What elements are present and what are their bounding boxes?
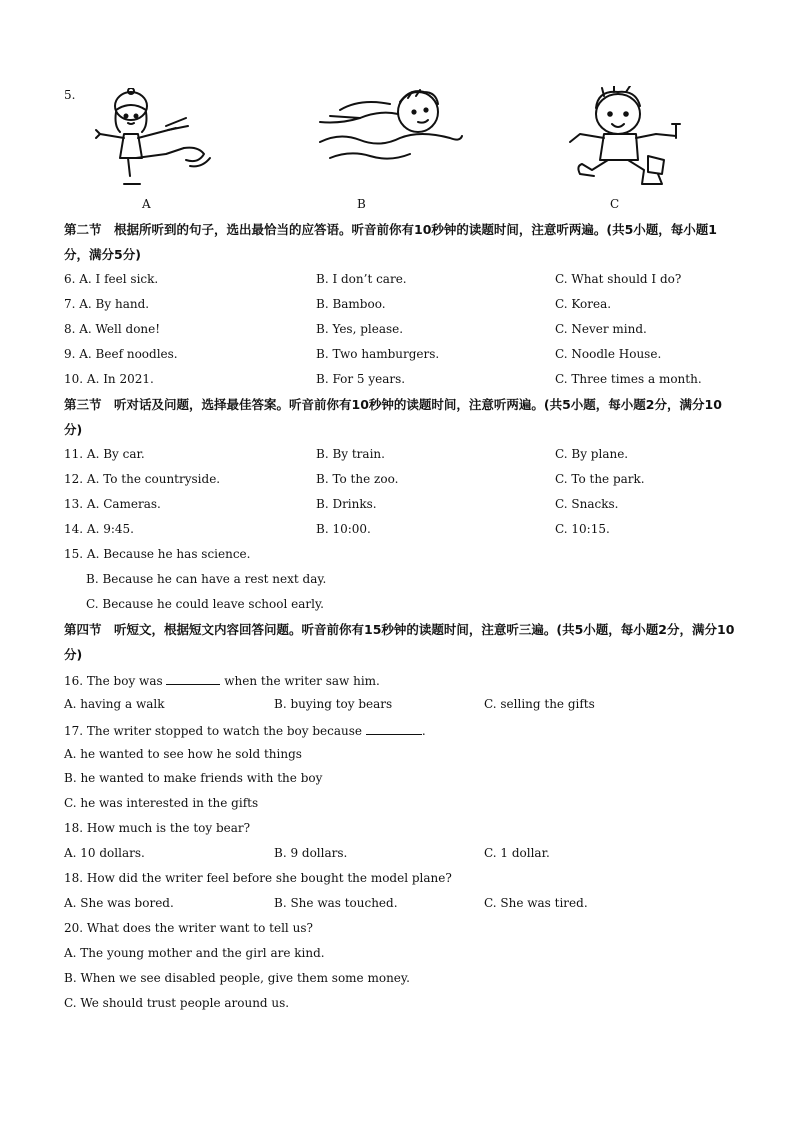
picture-a-label: A [142,197,151,211]
section-3-heading: 第三节 听对话及问题，选择最佳答案。听音前你有10秒钟的读题时间，注意听两遍。(共5小题，每小题2分，满分10分) [64,397,722,437]
q15-option-a: 15. A. Because he has science. [64,547,251,561]
q17-stem [64,722,426,738]
q9-option-c: C. Noodle House. [555,347,662,361]
q20-stem: 20. What does the writer want to tell us? [64,921,313,935]
question-5-number: 5. [64,88,76,102]
q6-option-b: B. I don’t care. [316,272,407,286]
q20-option-b: B. When we see disabled people, give them some money. [64,971,410,985]
q19-option-c: C. She was tired. [484,896,588,910]
q17-option-c: C. he was interested in the gifts [64,796,259,810]
q17-answer-blank [366,722,422,735]
q17-option-a: A. he wanted to see how he sold things [64,747,302,761]
q15-option-c: C. Because he could leave school early. [86,597,324,611]
q20-option-a: A. The young mother and the girl are kind. [64,946,325,960]
q10-option-b: B. For 5 years. [316,372,406,386]
picture-c-label: C [610,197,620,211]
q14-option-b: B. 10:00. [316,522,371,536]
q18-option-c: C. 1 dollar. [484,846,550,860]
q19-option-a: A. She was bored. [64,896,174,910]
q13-option-a: 13. A. Cameras. [64,497,161,511]
q7-option-c: C. Korea. [555,297,612,311]
running-boy-icon [552,86,702,188]
q16-option-a: A. having a walk [64,697,165,711]
q18-option-a: A. 10 dollars. [64,846,145,860]
q12-option-a: 12. A. To the countryside. [64,472,221,486]
q8-option-a: 8. A. Well done! [64,322,161,336]
q16-option-c: C. selling the gifts [484,697,595,711]
q16-option-b: B. buying toy bears [274,697,393,711]
section-2-heading: 第二节 根据所听到的句子，选出最恰当的应答语。听音前你有10秒钟的读题时间，注意听两遍。(共5小题，每小题1分，满分5分) [64,222,718,262]
q14-option-a: 14. A. 9:45. [64,522,134,536]
skating-girl-icon [86,88,214,188]
q16-stem [64,672,380,688]
q13-option-c: C. Snacks. [555,497,619,511]
q17-stem-end: . [421,724,426,738]
q19-stem: 18. How did the writer feel before she bought the model plane? [64,871,452,885]
q6-option-c: C. What should I do? [555,272,682,286]
q19-option-b: B. She was touched. [274,896,398,910]
q9-option-b: B. Two hamburgers. [316,347,440,361]
q17-option-b: B. he wanted to make friends with the boy [64,771,323,785]
q17-stem-text: 17. The writer stopped to watch the boy because [64,724,363,738]
q14-option-c: C. 10:15. [555,522,610,536]
q15-option-b: B. Because he can have a rest next day. [86,572,327,586]
q16-stem-before: 16. The boy was [64,674,163,688]
q12-option-b: B. To the zoo. [316,472,399,486]
q9-option-a: 9. A. Beef noodles. [64,347,178,361]
q6-option-a: 6. A. I feel sick. [64,272,159,286]
swimming-boy-icon [300,88,470,168]
q7-option-b: B. Bamboo. [316,297,386,311]
q7-option-a: 7. A. By hand. [64,297,150,311]
picture-b-label: B [357,197,366,211]
q10-option-c: C. Three times a month. [555,372,702,386]
q11-option-c: C. By plane. [555,447,629,461]
q11-option-a: 11. A. By car. [64,447,145,461]
q20-option-c: C. We should trust people around us. [64,996,290,1010]
q18-option-b: B. 9 dollars. [274,846,348,860]
q18-stem: 18. How much is the toy bear? [64,821,251,835]
q12-option-c: C. To the park. [555,472,645,486]
q10-option-a: 10. A. In 2021. [64,372,154,386]
q8-option-c: C. Never mind. [555,322,647,336]
q13-option-b: B. Drinks. [316,497,377,511]
q8-option-b: B. Yes, please. [316,322,404,336]
q11-option-b: B. By train. [316,447,385,461]
q16-stem-after: when the writer saw him. [220,674,380,688]
section-4-heading: 第四节 听短文，根据短文内容回答问题。听音前你有15秒钟的读题时间，注意听三遍。(共5小题，每小题2分，满分10分) [64,622,735,662]
q16-answer-blank [166,672,220,685]
